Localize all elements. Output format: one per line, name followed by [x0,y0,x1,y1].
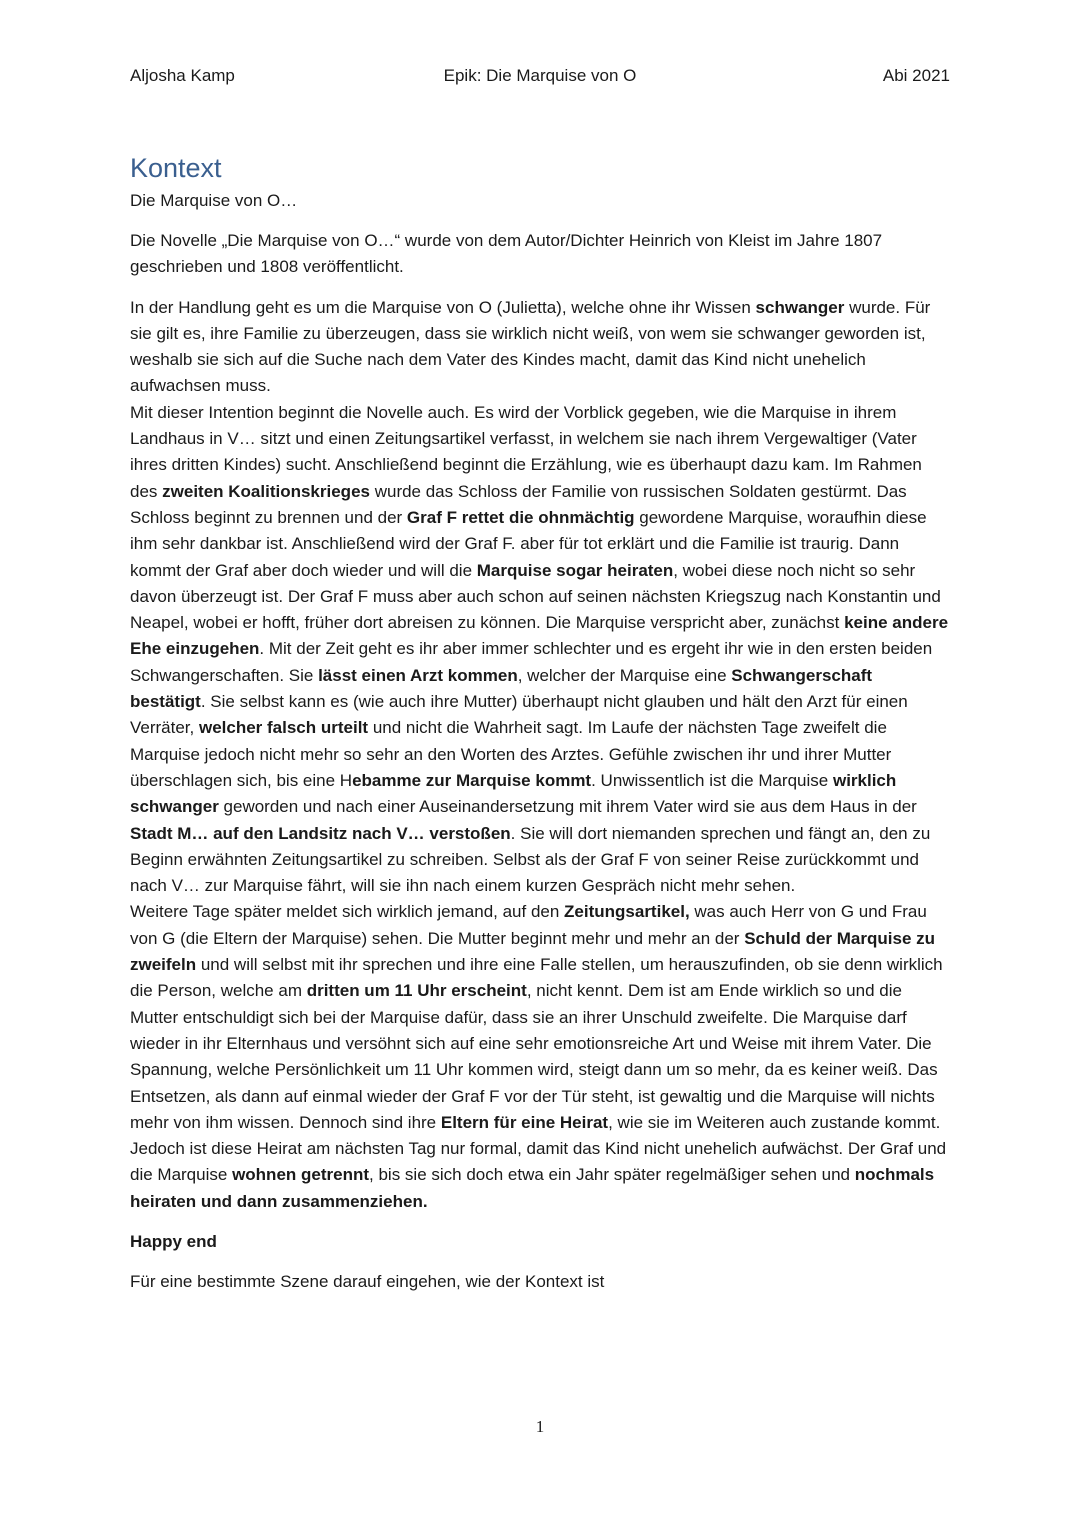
text-span: Weitere Tage später meldet sich wirklich jemand, auf den [130,902,565,922]
header-year: Abi 2021 [882,66,950,85]
page-number: 1 [535,1417,545,1436]
section-subtitle: Die Marquise von O… [130,191,298,210]
text-span: wurde das Schloss der Familie von russischen Soldaten gestürmt. Das Schloss beginnt zu brennen und der [130,481,907,527]
emphasis-span: Stadt M… auf den Landsitz nach V… verstoßen [130,823,511,843]
emphasis-span: Eltern für eine Heirat [440,1112,609,1132]
emphasis-span: zweiten Koalitionskrieges [162,481,370,501]
text-span: was auch Herr von G und Frau von G (die Eltern der Marquise) sehen. Die Mutter beginnt mehr und mehr an der [130,902,927,948]
emphasis-span: Marquise sogar heiraten [476,560,674,580]
text-span: , welcher der Marquise eine [517,665,732,685]
text-span: . Unwissentlich ist die Marquise [591,770,833,790]
emphasis-span: ebamme zur Marquise kommt [352,770,592,790]
happy-end-text: Happy end [130,1231,217,1251]
emphasis-span: nochmals heiraten und dann zusammenziehen. [130,1165,935,1211]
text-span: wurde. Für sie gilt es, ihre Familie zu überzeugen, dass sie wirklich nicht weiß, von wem sie schwanger geworden ist, weshalb sie sich auf die Suche nach dem Vater des Kindes macht, damit das Kind nicht unehelich aufwachsen muss. [130,297,931,396]
text-span: , nicht kennt. Dem ist am Ende wirklich so und die Mutter entschuldigt sich bei der Marquise dafür, dass sie an ihrer Unschuld zweifelte. Die Marquise darf wieder in ihr Elternhaus und versöhnt sich auf eine sehr emotionsreiche Art und Weise mit ihrem Vater. Die Spannung, welche Persönlichkeit um 11 Uhr kommen wird, steigt dann um so mehr, da es keiner weiß. Das Entsetzen, als dann auf einmal wieder der Graf F vor der Tür steht, ist gewaltig und die Marquise will nichts mehr von ihm wissen. Dennoch sind ihre [130,981,938,1132]
emphasis-span: welcher falsch urteilt [198,718,369,738]
text-span: . Sie selbst kann es (wie auch ihre Mutter) überhaupt nicht glauben und hält den Arzt für einen Verräter, [130,692,908,738]
emphasis-span: Graf F rettet die ohnmächtig [406,507,635,527]
emphasis-span: Schwangerschaft bestätigt [130,665,873,712]
text-span: Mit dieser Intention beginnt die Novelle auch. Es wird der Vorblick gegeben, wie die Marquise in ihrem Landhaus in V… sitzt und einen Zeitungsartikel verfasst, in welchem sie nach ihrem Vergewaltiger (Vater ihres dritten Kindes) sucht. Anschließend beginnt die Erzählung, wie es überhaupt dazu kam. Im Rahmen des [130,402,922,501]
intro-paragraph: Die Novelle „Die Marquise von O…“ wurde von dem Autor/Dichter Heinrich von Kleist im Jahre 1807 geschrieben und 1808 veröffentlicht. [130,231,883,277]
text-span: und nicht die Wahrheit sagt. Im Laufe der nächsten Tage zweifelt die Marquise jedoch nicht mehr so sehr an den Worten des Arztes. Gefühle zwischen ihr und ihrer Mutter überschlagen sich, bis eine H [130,718,892,790]
text-span: gewordene Marquise, woraufhin diese ihm sehr dankbar ist. Anschließend wird der Graf F. aber für tot erklärt und die Familie ist traurig. Dann kommt der Graf aber doch wieder und will die [130,507,927,580]
emphasis-span: lässt einen Arzt kommen [318,665,518,685]
section-heading: Kontext [130,153,222,183]
text-span: geworden und nach einer Auseinandersetzung mit ihrem Vater wird sie aus dem Haus in der [218,797,917,817]
emphasis-span: Schuld der Marquise zu zweifeln [130,928,936,975]
text-span: In der Handlung geht es um die Marquise von O (Julietta), welche ohne ihr Wissen [130,297,756,317]
text-span: . Mit der Zeit geht es ihr aber immer schlechter und es ergeht ihr wie in den ersten beiden Schwangerschaften. Sie [130,639,933,685]
document-body [130,150,952,1296]
summary-paragraph [130,295,952,1215]
header-subject: Epik: Die Marquise von O [443,66,637,85]
happy-end-label [130,1229,952,1255]
text-span: . Sie will dort niemanden sprechen und fängt an, den zu Beginn erwähnten Zeitungsartikel zu schreiben. Selbst als der Graf F von seiner Reise zurückkommt und nach V… zur Marquise fährt, will sie ihn nach einem kurzen Gespräch nicht mehr sehen. [130,823,931,896]
text-span: , wobei diese noch nicht so sehr davon überzeugt ist. Der Graf F muss aber auch schon auf seinen nächsten Kriegszug nach Konstantin und Neapel, wobei er hofft, früher dort abreisen zu können. Die Marquise verspricht aber, zunächst [130,560,941,633]
text-span: , wie sie im Weiteren auch zustande kommt. Jedoch ist diese Heirat am nächsten Tag nur formal, damit das Kind nicht unehelich aufwächst. Der Graf und die Marquise [130,1112,947,1185]
text-span: und will selbst mit ihr sprechen und ihre eine Falle stellen, um herauszufinden, ob sie denn wirklich die Person, welche am [130,955,943,1001]
emphasis-span: wirklich schwanger [130,770,897,817]
emphasis-span: wohnen getrennt [232,1165,370,1185]
header-author: Aljosha Kamp [130,66,235,85]
text-span: , bis sie sich doch etwa ein Jahr später regelmäßiger sehen und [369,1165,855,1185]
page-header [130,66,950,90]
emphasis-span: dritten um 11 Uhr erscheint [306,981,527,1001]
note-paragraph: Für eine bestimmte Szene darauf eingehen, wie der Kontext ist [130,1272,605,1292]
emphasis-span: Zeitungsartikel, [564,902,690,922]
emphasis-span: keine andere Ehe einzugehen [130,613,949,659]
emphasis-span: schwanger [755,297,845,317]
